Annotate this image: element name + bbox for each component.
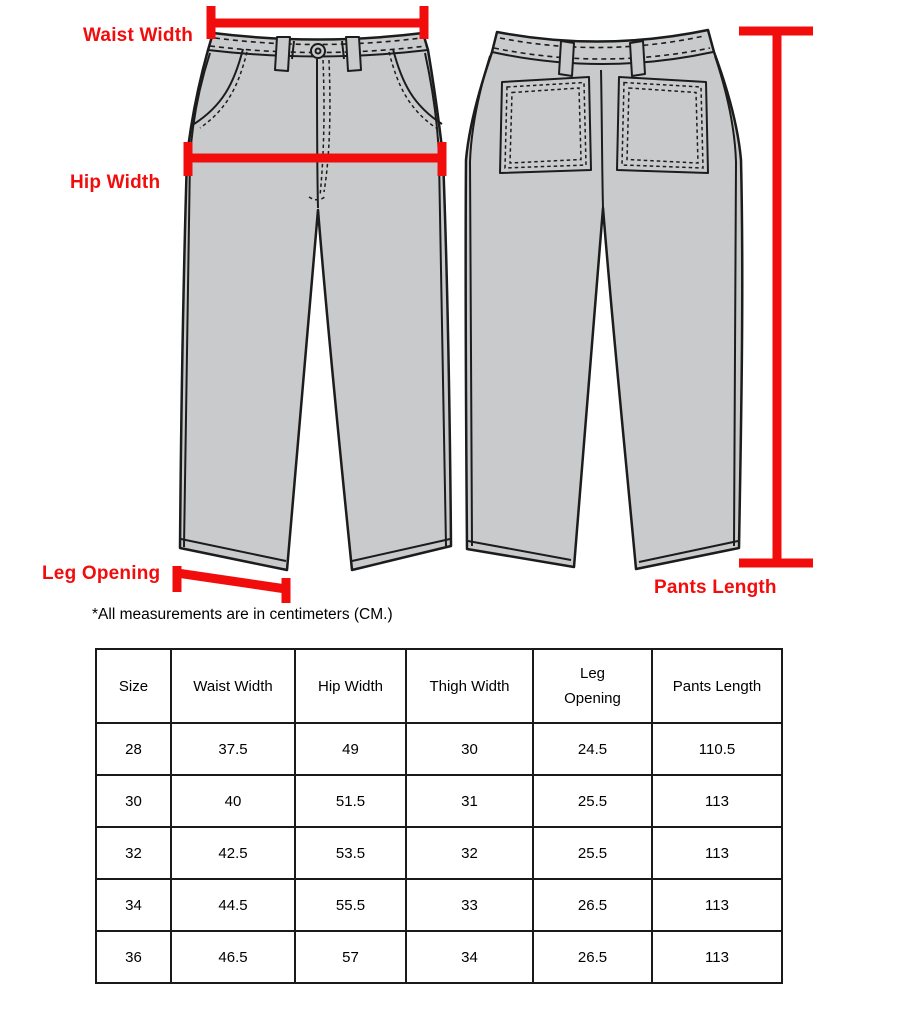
header-pants-length: Pants Length	[652, 649, 782, 723]
header-thigh-width: Thigh Width	[406, 649, 533, 723]
pants-length-label: Pants Length	[654, 577, 777, 598]
table-cell: 32	[96, 827, 171, 879]
table-cell: 51.5	[295, 775, 406, 827]
table-row-size-36	[96, 931, 782, 983]
pants-back-view	[466, 30, 743, 569]
table-cell: 55.5	[295, 879, 406, 931]
table-cell: 26.5	[533, 879, 652, 931]
back-pocket-left	[500, 77, 591, 173]
header-size: Size	[96, 649, 171, 723]
table-cell: 30	[406, 723, 533, 775]
table-cell: 24.5	[533, 723, 652, 775]
table-cell: 57	[295, 931, 406, 983]
table-cell: 26.5	[533, 931, 652, 983]
hip-width-label: Hip Width	[70, 172, 161, 193]
table-row-size-34	[96, 879, 782, 931]
leg-opening-measure-line	[177, 566, 286, 603]
back-pocket-right	[617, 77, 708, 173]
leg-opening-label: Leg Opening	[42, 563, 161, 584]
pants-length-measure-line	[739, 31, 813, 563]
table-cell: 25.5	[533, 827, 652, 879]
table-row-size-30	[96, 775, 782, 827]
table-cell: 33	[406, 879, 533, 931]
back-belt-loop-left	[559, 41, 574, 76]
table-cell: 53.5	[295, 827, 406, 879]
table-cell: 113	[652, 827, 782, 879]
table-cell: 110.5	[652, 723, 782, 775]
table-header-row	[96, 649, 782, 723]
table-cell: 31	[406, 775, 533, 827]
table-cell: 42.5	[171, 827, 295, 879]
header-leg-opening: Leg Opening	[533, 649, 652, 723]
table-cell: 113	[652, 879, 782, 931]
back-belt-loop-right	[630, 41, 645, 76]
header-hip-width: Hip Width	[295, 649, 406, 723]
table-cell: 30	[96, 775, 171, 827]
front-pants-silhouette	[180, 33, 451, 570]
table-cell: 32	[406, 827, 533, 879]
front-belt-loop-left	[275, 37, 290, 71]
table-cell: 40	[171, 775, 295, 827]
size-chart-table	[95, 648, 783, 984]
table-cell: 113	[652, 931, 782, 983]
table-cell: 113	[652, 775, 782, 827]
table-cell: 46.5	[171, 931, 295, 983]
pants-front-view	[180, 33, 451, 570]
front-belt-loop-right	[346, 37, 361, 71]
waist-width-measure-line	[211, 6, 424, 39]
table-cell: 49	[295, 723, 406, 775]
table-cell: 28	[96, 723, 171, 775]
table-cell: 44.5	[171, 879, 295, 931]
front-center-rise-line	[317, 59, 318, 208]
table-cell: 25.5	[533, 775, 652, 827]
table-row-size-32	[96, 827, 782, 879]
table-cell: 34	[406, 931, 533, 983]
table-cell: 37.5	[171, 723, 295, 775]
table-cell: 36	[96, 931, 171, 983]
table-row-size-28	[96, 723, 782, 775]
waist-width-label: Waist Width	[83, 25, 194, 46]
measurement-units-note: *All measurements are in centimeters (CM.)	[92, 606, 393, 623]
table-cell: 34	[96, 879, 171, 931]
header-waist-width: Waist Width	[171, 649, 295, 723]
front-button	[311, 44, 325, 58]
